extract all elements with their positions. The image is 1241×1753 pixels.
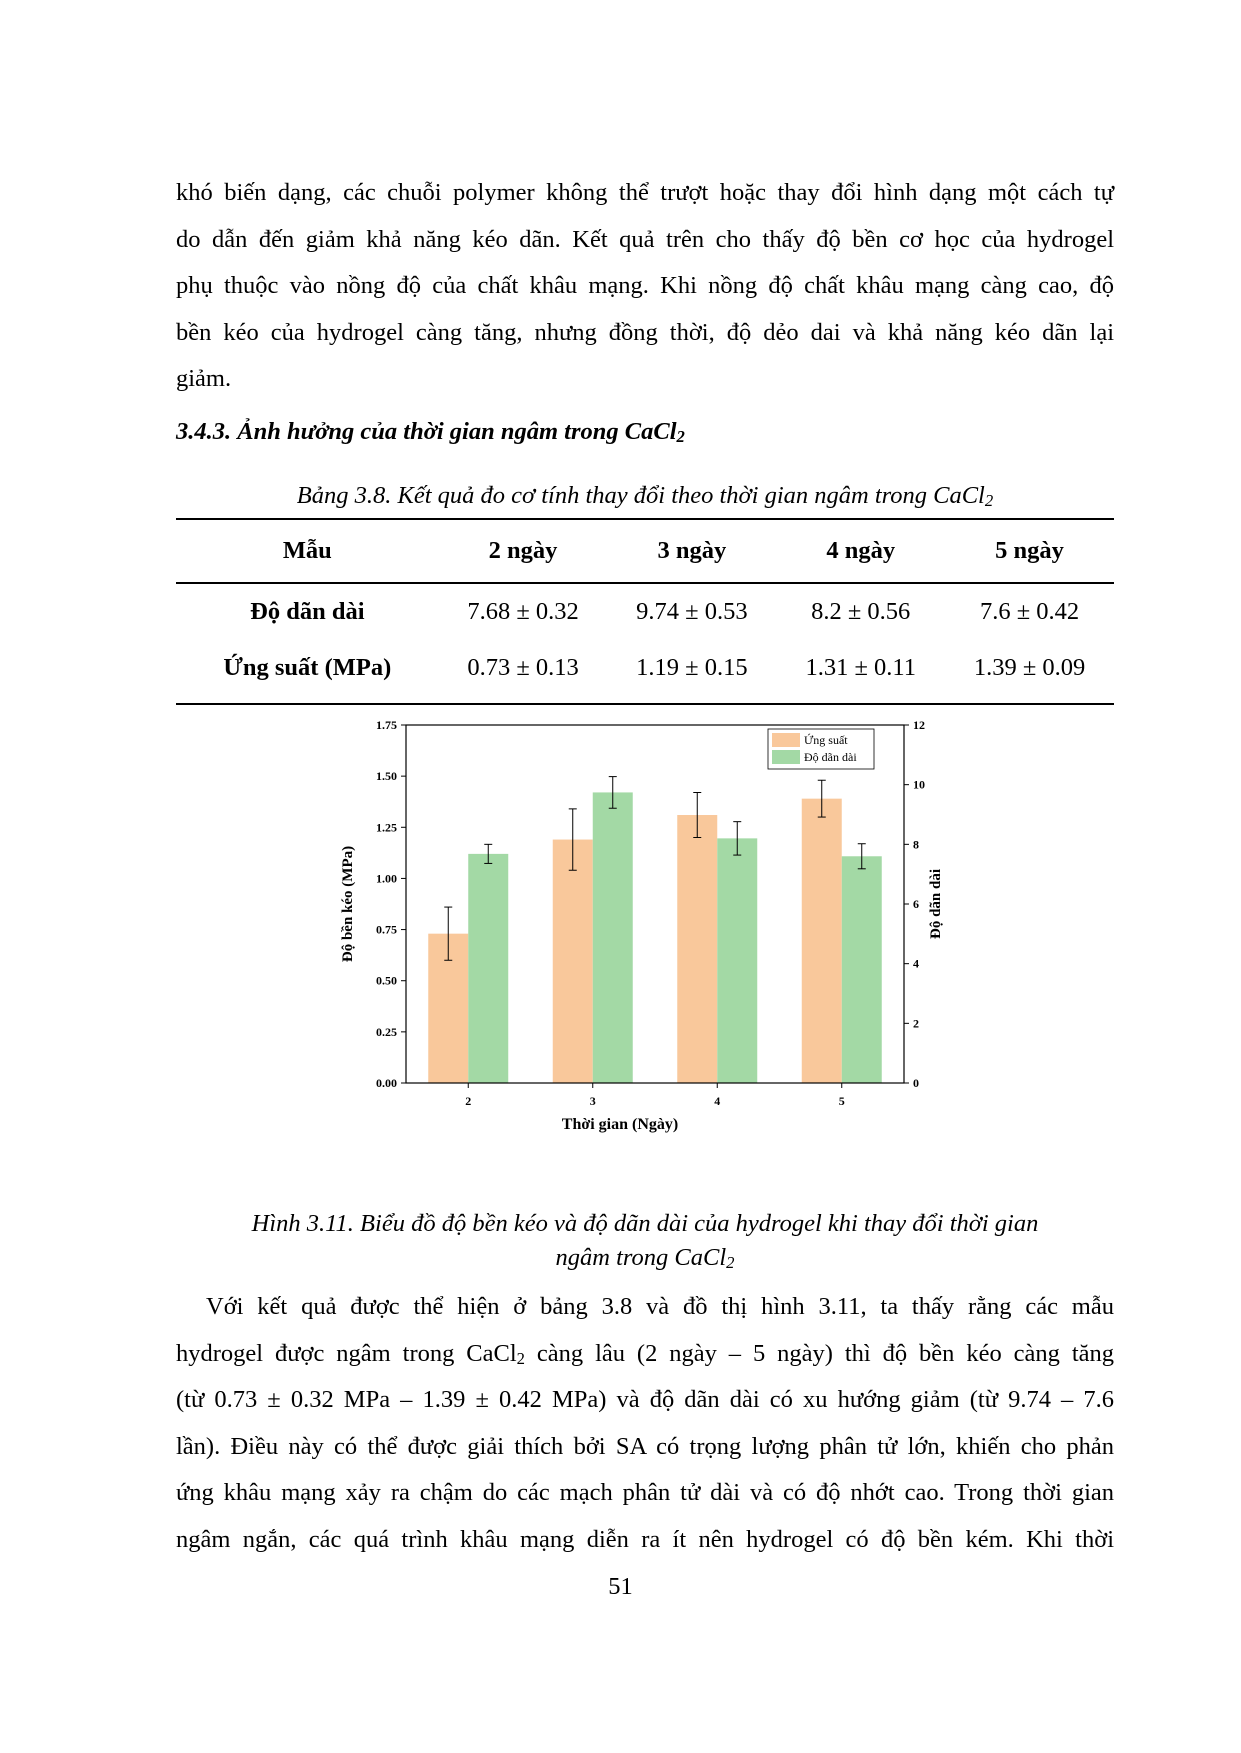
y-tick-label: 1.75 xyxy=(376,718,397,732)
x-axis-label: Thời gian (Ngày) xyxy=(561,1116,679,1133)
text-line: khó biến dạng, các chuỗi polymer không thể trượt hoặc thay đổi hình dạng một cách tự xyxy=(176,179,1114,206)
intro-paragraph xyxy=(176,170,1114,403)
y-axis-label: Độ bền kéo (MPa) xyxy=(340,845,356,963)
table-cell: 1.19 ± 0.15 xyxy=(607,640,776,704)
table-cell: 8.2 ± 0.56 xyxy=(811,598,911,625)
table-cell: 1.31 ± 0.11 xyxy=(776,640,945,704)
table-row-header: Ứng suất (MPa) xyxy=(176,640,439,704)
y2-tick-label: 10 xyxy=(913,777,925,792)
bar-do-dan-dai xyxy=(842,856,882,1083)
y-tick-label: 0.25 xyxy=(376,1024,397,1039)
table-cell: 0.73 ± 0.13 xyxy=(439,640,608,704)
table-caption: Bảng 3.8. Kết quả đo cơ tính thay đổi theo thời gian ngâm trong CaCl$_2$ xyxy=(296,482,994,510)
y2-tick-label: 0 xyxy=(913,1076,919,1090)
text-line: ngâm ngắn, các quá trình khâu mạng diễn ra ít nên hydrogel có độ bền kém. Khi thời xyxy=(176,1525,1114,1553)
y2-axis-label: Độ dãn dài xyxy=(928,868,944,940)
text-line: bền kéo của hydrogel càng tăng, nhưng đồng thời, độ dẻo dai và khả năng kéo dãn lại xyxy=(176,318,1114,346)
table-row xyxy=(176,583,1114,640)
y2-tick-label: 8 xyxy=(913,837,919,852)
page-number: 51 xyxy=(608,1573,633,1600)
table-header-cell: 4 ngày xyxy=(776,519,945,583)
bar-ung-suat xyxy=(553,840,593,1083)
table-header-cell: Mẫu xyxy=(176,519,439,583)
table-cell: 9.74 ± 0.53 xyxy=(636,598,748,625)
table-cell: 1.39 ± 0.09 xyxy=(945,640,1114,704)
text-line: lần). Điều này có thể được giải thích bởi SA có trọng lượng phân tử lớn, khiến cho phản xyxy=(176,1432,1114,1460)
text-line: do dẫn đến giảm khả năng kéo dãn. Kết quả trên cho thấy độ bền cơ học của hydrogel xyxy=(176,225,1114,253)
table-header-row xyxy=(176,519,1114,583)
y2-tick-label: 2 xyxy=(913,1016,919,1031)
legend-label: Ứng suất xyxy=(804,733,848,747)
y-tick-label: 1.25 xyxy=(376,820,397,835)
y2-tick-label: 4 xyxy=(913,956,919,971)
text-line: ứng khâu mạng xảy ra chậm do các mạch phân tử dài và có độ nhớt cao. Trong thời gian xyxy=(176,1479,1114,1506)
text-line: (từ 0.73 ± 0.32 MPa – 1.39 ± 0.42 MPa) và độ dãn dài có xu hướng giảm (từ 9.74 – 7.6 xyxy=(176,1386,1114,1413)
bar-ung-suat xyxy=(802,799,842,1083)
y2-tick-label: 6 xyxy=(913,897,919,911)
text-line: Với kết quả được thể hiện ở bảng 3.8 và đồ thị hình 3.11, ta thấy rằng các mẫu xyxy=(206,1293,1114,1320)
text-line: giảm. xyxy=(176,365,232,392)
text-line: hydrogel được ngâm trong CaCl$_2$ càng lâu (2 ngày – 5 ngày) thì độ bền kéo càng tăng xyxy=(176,1339,1114,1368)
table-header-cell: 2 ngày xyxy=(439,519,608,583)
x-tick-label: 2 xyxy=(465,1094,472,1108)
text-line: phụ thuộc vào nồng độ của chất khâu mạng. Khi nồng độ chất khâu mạng càng cao, độ xyxy=(176,272,1114,299)
y2-tick-label: 12 xyxy=(913,718,925,732)
y-tick-label: 1.50 xyxy=(376,769,397,784)
table-cell: 7.68 ± 0.32 xyxy=(467,598,579,625)
y-tick-label: 0.50 xyxy=(376,973,397,988)
y-tick-label: 1.00 xyxy=(376,871,397,886)
bar-do-dan-dai xyxy=(468,854,508,1083)
legend-label: Độ dãn dài xyxy=(804,750,857,764)
table-cell: 7.6 ± 0.42 xyxy=(979,598,1080,625)
bar-do-dan-dai xyxy=(717,838,757,1083)
table-header-cell: 5 ngày xyxy=(945,519,1114,583)
legend-swatch xyxy=(772,733,800,747)
figure-caption-line-2: ngâm trong CaCl$_2$ xyxy=(555,1244,735,1272)
x-tick-label: 4 xyxy=(714,1094,721,1108)
body-paragraph xyxy=(176,1284,1114,1563)
table-row xyxy=(176,640,1114,704)
table-row-header: Độ dãn dài xyxy=(250,598,365,625)
section-heading: 3.4.3. Ảnh hưởng của thời gian ngâm trong CaCl$_2$ xyxy=(176,418,685,446)
x-tick-label: 3 xyxy=(589,1094,596,1108)
results-table xyxy=(176,518,1114,705)
figure-caption-line-1: Hình 3.11. Biểu đồ độ bền kéo và độ dãn dài của hydrogel khi thay đổi thời gian xyxy=(251,1210,1039,1237)
x-tick-label: 5 xyxy=(838,1094,845,1108)
y-tick-label: 0.75 xyxy=(376,922,397,937)
legend-swatch xyxy=(772,750,800,764)
bar-chart xyxy=(330,708,950,1188)
table-header-cell: 3 ngày xyxy=(607,519,776,583)
y-tick-label: 0.00 xyxy=(376,1076,397,1090)
bar-ung-suat xyxy=(677,815,717,1083)
bar-do-dan-dai xyxy=(593,792,633,1083)
